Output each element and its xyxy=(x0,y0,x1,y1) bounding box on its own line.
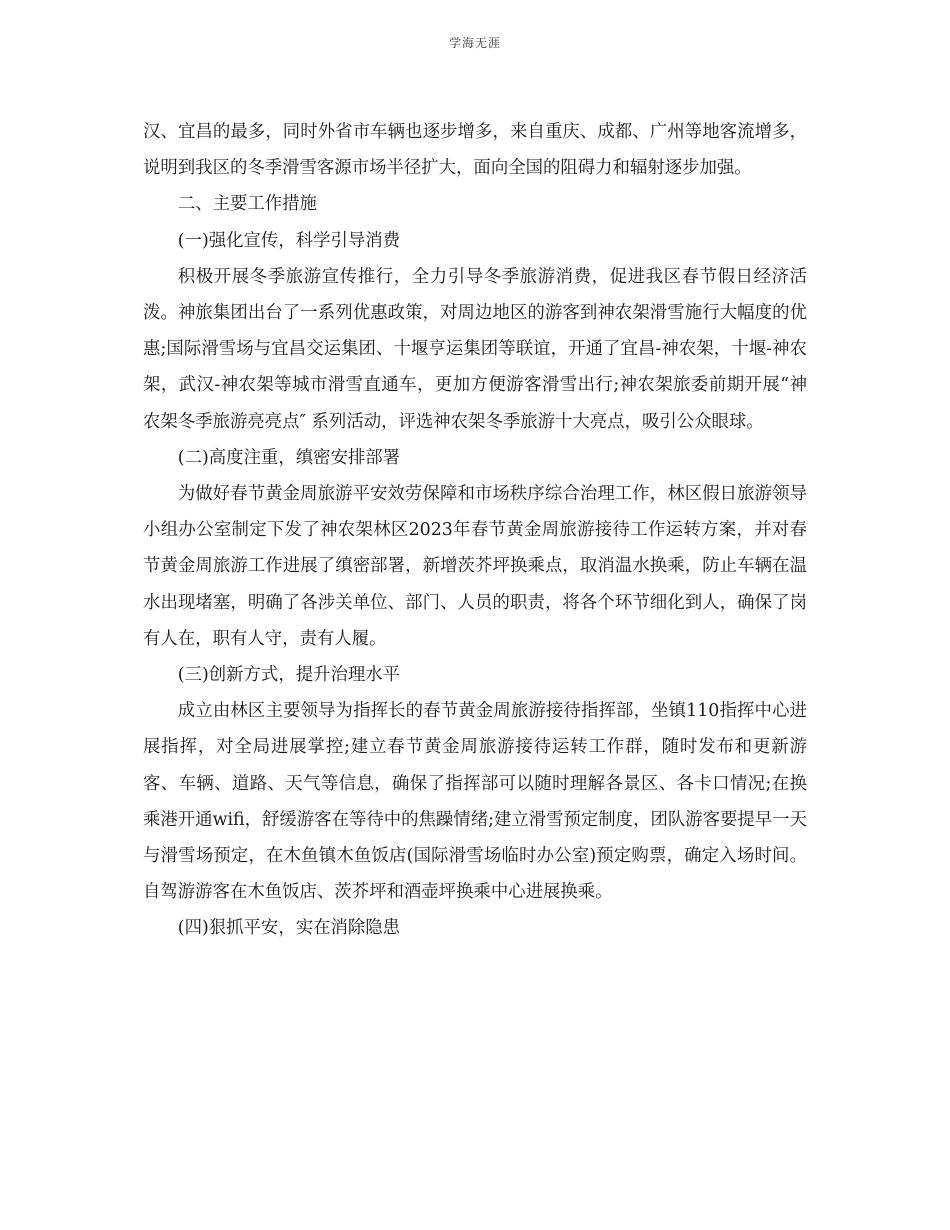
subheading-safety: (四)狠抓平安，实在消除隐患 xyxy=(177,918,401,939)
section-heading-main-measures: 二、主要工作措施 xyxy=(177,194,317,215)
paragraph-publicity: 积极开展冬季旅游宣传推行，全力引导冬季旅游消费，促进我区春节假日经济活泼。神旅集团出台了一系列优惠政策，对周边地区的游客到神农架滑雪施行大幅度的优惠;国际滑雪场与宜昌交运集团、十堰亨运集团等联谊，开通了宜昌-神农架，十堰-神农架，武汉-神农架等城市滑雪直通车，更加方便游客滑雪出行;神农架旅委前期开展“神农架冬季旅游亮亮点″ 系列活动，评选神农架冬季旅游十大亮点，吸引公众眼球。 xyxy=(143,266,807,432)
paragraph-innovation: 成立由林区主要领导为指挥长的春节黄金周旅游接待指挥部，坐镇110指挥中心进展指挥，对全局进展掌控;建立春节黄金周旅游接待运转工作群，随时发布和更新游客、车辆、道路、天气等信息，确保了指挥部可以随时理解各景区、各卡口情况;在换乘港开通wifi，舒缓游客在等待中的焦躁情绪;建立滑雪预定制度，团队游客要提早一天与滑雪场预定，在木鱼镇木鱼饭店(国际滑雪场临时办公室)预定购票，确定入场时间。自驾游游客在木鱼饭店、茨芥坪和酒壶坪换乘中心进展换乘。 xyxy=(143,701,807,903)
subheading-deployment: (二)高度注重，缜密安排部署 xyxy=(177,447,401,468)
subheading-innovation: (三)创新方式，提升治理水平 xyxy=(177,665,401,686)
paragraph-deployment: 为做好春节黄金周旅游平安效劳保障和市场秩序综合治理工作，林区假日旅游领导小组办公室制定下发了神农架林区2023年春节黄金周旅游接待工作运转方案，并对春节黄金周旅游工作进展了缜密部署，新增茨芥坪换乘点，取消温水换乘，防止车辆在温水出现堵塞，明确了各涉关单位、部门、人员的职责，将各个环节细化到人，确保了岗有人在，职有人守，责有人履。 xyxy=(143,484,807,649)
subheading-publicity: (一)强化宣传，科学引导消费 xyxy=(177,230,401,251)
page-header: 学海无涯 xyxy=(448,36,501,50)
paragraph-continuation: 汉、宜昌的最多，同时外省市车辆也逐步增多，来自重庆、成都、广州等地客流增多，说明到我区的冬季滑雪客源市场半径扩大，面向全国的阻碍力和辐射逐步加强。 xyxy=(143,122,807,179)
document-body xyxy=(143,114,807,947)
